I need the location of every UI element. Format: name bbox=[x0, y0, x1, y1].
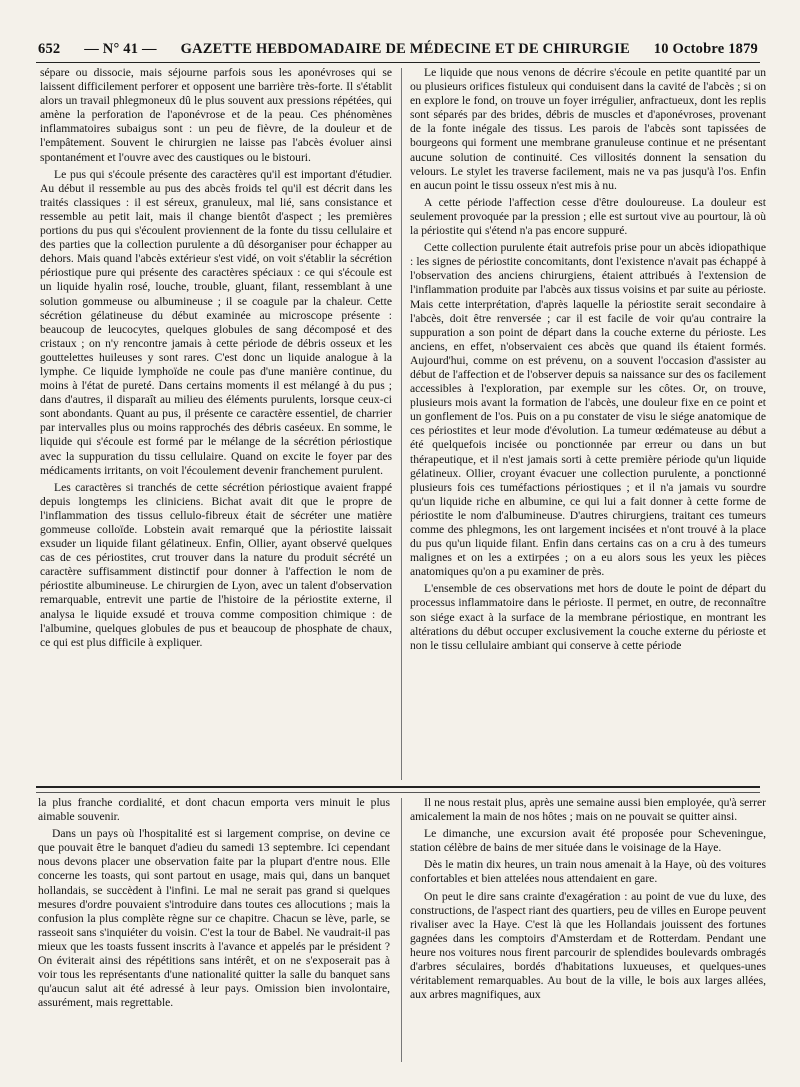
column-divider bbox=[401, 798, 402, 1062]
issue-date: 10 Octobre 1879 bbox=[653, 40, 758, 57]
paragraph: Cette collection purulente était autrefois prise pour un abcès idiopathique : les signes de périostite concomitants, dont l'existence n'avait pas échappé à l'observation des anciens chirurgiens, étaient attribués à l'extension de l'inflammation produite par l'abcès aux tissus voisins et par suite au périoste. Mais cette interprétation, d'après laquelle la périostite serait secondaire à l'abcès, doit être renversée ; car il est facile de voir qu'au contraire la suppuration a son point de départ dans la couche externe du périoste. Les anciens, en effet, n'observaient ces abcès que quand ils étaient formés. Aujourd'hui, comme on est prévenu, on a souvent l'occasion d'assister au début de l'affection et de l'observer depuis sa naissance sur des os facilement accessibles à l'exploration, par exemple sur les côtes. Or, on trouve, plusieurs mois avant la formation de l'abcès, une douleur fixe en ce point et un gonflement de l'os. Puis on a pu constater de visu le siége anatomique de ces périostites et leur mode d'évolution. La tumeur œdémateuse au début a été quelquefois incisée ou ponctionnée par erreur ou dans un but thérapeutique, et il n'est jamais sorti à cette première période qu'un liquide gélatineux. Ollier, croyant évacuer une collection purulente, a ponctionné plusieurs fois ces tuméfactions périostiques ; et il n'a jamais vu sourdre qu'un liquide riche en albumine, ce qui lui a fait donner à cette forme de périostite le nom d'albumineuse. D'autres chirurgiens, traitant ces tumeurs comme des phlegmons, les ont largement incisées et n'ont trouvé à la place du pus qu'un liquide filant. Enfin dans certains cas on a cru à des tumeurs malignes et on les a extirpées ; on a eu alors sous les yeux les pièces anatomiques qu'on a pu examiner de près. bbox=[410, 241, 766, 579]
paragraph: Dès le matin dix heures, un train nous amenait à la Haye, où des voitures confortables et bien attelées nous attendaient en gare. bbox=[410, 858, 766, 886]
paragraph: la plus franche cordialité, et dont chacun emporta vers minuit le plus aimable souvenir. bbox=[38, 796, 390, 824]
paragraph: Le liquide que nous venons de décrire s'écoule en petite quantité par un ou plusieurs orifices fistuleux qui conduisent dans la cavité de l'abcès ; si on en explore le fond, on trouve un foyer irrégulier, anfractueux, dont les replis sont séparés par des brides, débris de muscles et d'aponévroses, provenant de la fonte inégale des tissus. Les parois de l'abcès sont tapissées de bourgeons qui forment une membrane granuleuse continue et ne présentant aucune solution de continuité. Ces villosités donnent la sensation du velours. Le stylet les traverse facilement, mais ne va pas jusqu'à l'os. Enfin en aucun point le tissu osseux n'est mis à nu. bbox=[410, 66, 766, 192]
paragraph: Le pus qui s'écoule présente des caractères qu'il est important d'étudier. Au début il ressemble au pus des abcès froids tel qu'il est décrit dans les traités classiques : il est séreux, granuleux, mal lié, sans consistance et ressemble au petit lait, mais il change bientôt d'aspect ; les premières portions du pus qui s'écoulent proviennent de la fonte du tissu cellulaire et des parties que la collection purulente a dû désorganiser pour échapper au dehors. Mais quand l'abcès extérieur s'est vidé, on voit s'établir la sécrétion périostique pure qui présente des caractères spéciaux : ce qui s'écoule est un liquide hyalin rosé, louche, trouble, gluant, filant, ressemblant à une solution gommeuse ou albumineuse ; il se coagule par la chaleur. Cette sécrétion gélatineuse du début examinée au microscope présente : beaucoup de leucocytes, quelques globules de sang décomposé et des cristaux ; on n'y rencontre jamais à cette période de débris osseux et les gouttelettes huileuses y sont rares. C'est donc un liquide analogue à la lymphe. Ce liquide lymphoïde ne coule pas d'une manière continue, du moins à l'état de pureté. Dans certains moments il est mélangé à du pus ; dans d'autres, il disparaît au milieu des éléments purulents, lorsque ceux-ci sont abondants. Quant au pus, il présente ce caractère essentiel, de charrier par intervalles plus ou moins rapprochés des débris caséeux. En somme, le liquide qui s'écoule est formé par le mélange de la sécrétion périostique avec la suppuration du tissu cellulaire. Quand on excite le foyer par des médicaments irritants, on voit l'écoulement devenir franchement purulent. bbox=[40, 167, 392, 477]
running-header bbox=[38, 38, 758, 60]
paragraph: Les caractères si tranchés de cette sécrétion périostique avaient frappé depuis longtemps les cliniciens. Bichat avait dit que le propre de l'inflammation des tissus cellulo-fibreux était de sécréter une matière gommeuse colloïde. Lobstein avait remarqué que la périostite laissait exsuder un liquide filant gélatineux. Enfin, Ollier, ayant observé quelques cas de ces périostites, crut trouver dans la nature du produit sécrété un caractère suffisamment distinctif pour donner à l'affection le nom de périostite albumineuse. Le chirurgien de Lyon, avec un talent d'observation remarquable, entrevit une partie de l'histoire de la périostite externe, il analysa le liquide exsudé et trouva comme composition chimique : de l'albumine, quelques globules de pus et beaucoup de phosphate de chaux, ce qui est plus difficile à expliquer. bbox=[40, 480, 392, 649]
section-separator-rule bbox=[36, 786, 760, 793]
paragraph: Dans un pays où l'hospitalité est si largement comprise, on devine ce que pouvait être le banquet d'adieu du samedi 13 septembre. Ici cependant nous devons placer une observation faite par la plupart d'entre nous. Elle concerne les toasts, qui sont partout en usage, mais qui, dans un banquet hollandais, se succèdent à l'infini. Le mal ne serait pas grand si quelques mesures d'ordre pouvaient s'introduire dans toutes ces allocutions ; mais la confusion la plus complète règne sur ce chapitre. Chacun se lève, parle, se rasseoit sans s'inquiéter du voisin. C'est la tour de Babel. Ne vaudrait-il pas mieux que les toasts fussent inscrits à l'avance et appelés par le président ? On éviterait ainsi des répétitions sans intérêt, et on ne s'exposerait pas à voir tous les représentants d'une nationalité quitter la salle du banquet sans qu'aucun salut ait été adressé à leur pays. Omission bien involontaire, assurément, mais regrettable. bbox=[38, 827, 390, 1010]
feuilleton-column-right bbox=[410, 796, 766, 1068]
paragraph: Le dimanche, une excursion avait été proposée pour Scheveningue, station célèbre de bains de mer située dans le voisinage de la Haye. bbox=[410, 827, 766, 855]
paragraph: sépare ou dissocie, mais séjourne parfois sous les aponévroses qui se laissent difficilement perforer et opposent une barrière très-forte. Il s'établit alors un travail phlegmoneux dû le plus souvent aux pressions répétées, qui amène la perforation de l'aponévrose et de la peau. Ces phénomènes inflammatoires subaigus sont : un peu de fièvre, de la douleur et de l'empâtement. Souvent le chirurgien ne laisse pas l'abcès évoluer ainsi spontanément et l'ouvre avec des caustiques ou le bistouri. bbox=[40, 66, 392, 164]
issue-number: — N° 41 — bbox=[84, 40, 157, 57]
paragraph: L'ensemble de ces observations met hors de doute le point de départ du processus inflammatoire dans le périoste. Il permet, en outre, de reconnaître son siége exact à la surface de la membrane périostique, en montrant les altérations du début occuper exclusivement la couche externe du périoste et non le tissu cellulaire ambiant qui conserve à cette période bbox=[410, 582, 766, 652]
column-divider bbox=[401, 68, 402, 780]
page-number: 652 bbox=[38, 40, 61, 57]
paragraph: Il ne nous restait plus, après une semaine aussi bien employée, qu'à serrer amicalement la main de nos hôtes ; mais on ne pouvait se quitter ainsi. bbox=[410, 796, 766, 824]
header-rule bbox=[36, 62, 760, 63]
article-column-top-right bbox=[410, 66, 766, 780]
feuilleton-column-left bbox=[38, 796, 390, 1068]
journal-title: GAZETTE HEBDOMADAIRE DE MÉDECINE ET DE CHIRURGIE bbox=[180, 40, 630, 57]
paragraph: A cette période l'affection cesse d'être douloureuse. La douleur est seulement provoquée par la pression ; elle est surtout vive au pourtour, là où la périostite qui s'étend n'a pas encore suppuré. bbox=[410, 195, 766, 238]
paragraph: On peut le dire sans crainte d'exagération : au point de vue du luxe, des constructions, de l'aspect riant des quartiers, peu de villes en Europe peuvent rivaliser avec la Haye. C'est là que les Hollandais jouissent des fortunes gagnées dans les comptoirs d'Amsterdam et de Rotterdam. Pendant une heure nos voitures nous firent parcourir de splendides boulevards ombragés d'arbres séculaires, bordés d'habitations luxueuses, et quelques-unes véritablement remarquables. Au bout de la ville, le bois aux larges allées, aux arbres magnifiques, aux bbox=[410, 889, 766, 1002]
article-column-top-left bbox=[40, 66, 392, 780]
